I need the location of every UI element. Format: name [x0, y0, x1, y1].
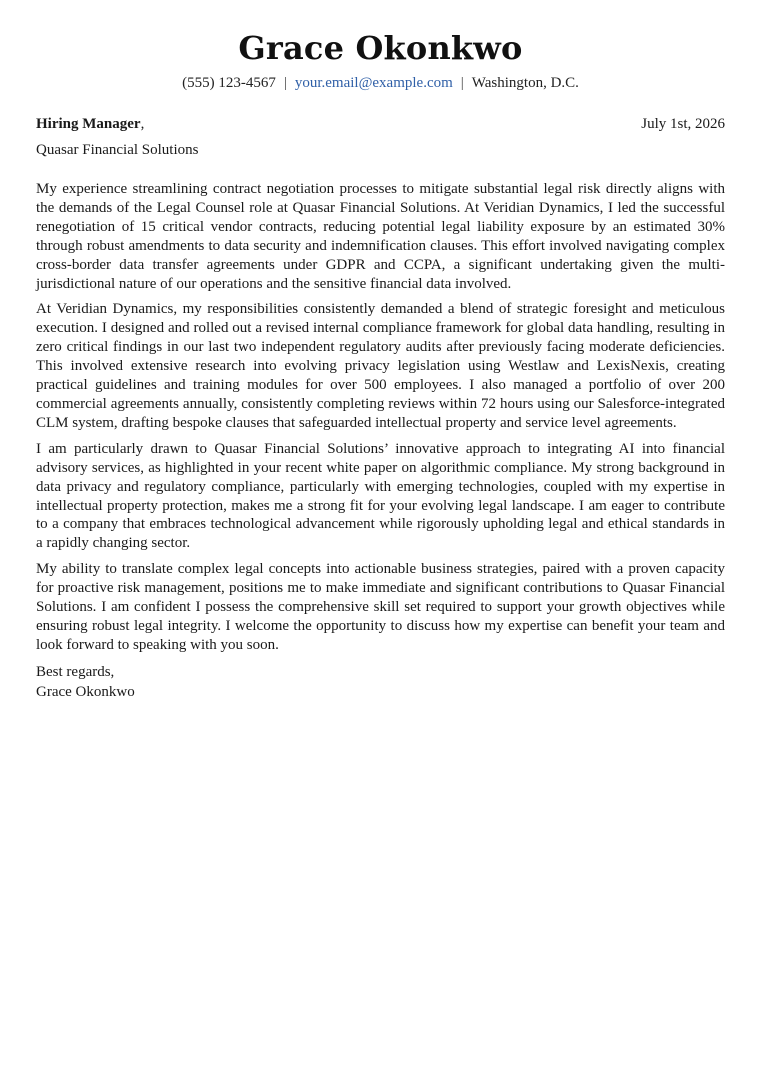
signature-name: Grace Okonkwo	[36, 683, 135, 700]
letter-body	[36, 180, 725, 702]
salutation	[36, 114, 144, 134]
email-link[interactable]: your.email@example.com	[294, 75, 453, 91]
phone-number: (555) 123-4567	[182, 75, 276, 91]
contact-separator: |	[283, 75, 287, 91]
recipient-title: Hiring Manager	[36, 116, 141, 132]
letter-date: July 1st, 2026	[641, 116, 725, 132]
recipient-row	[36, 114, 725, 134]
location: Washington, D.C.	[471, 75, 579, 91]
closing-block	[36, 662, 725, 702]
recipient-company: Quasar Financial Solutions	[36, 142, 199, 158]
body-paragraph: My ability to translate complex legal concepts into actionable business strategies, paired with a proven capacity for proactive risk management, positions me to make immediate and significant contributions to Quasar Financial Solutions. I am confident I possess the comprehensive skill set required to support your growth objectives while ensuring robust legal integrity. I welcome the opportunity to discuss how my expertise can benefit your team and look forward to speaking with you soon.	[36, 561, 725, 653]
body-paragraph: At Veridian Dynamics, my responsibilities consistently demanded a blend of strategic foresight and meticulous execution. I designed and rolled out a revised internal compliance framework for global data handling, resulting in zero critical findings in our last two independent regulatory audits after previously facing moderate deficiencies. This involved extensive research into evolving privacy legislation using Westlaw and LexisNexis, creating practical guidelines and training modules for over 500 employees. I also managed a portfolio of over 200 commercial agreements annually, consistently completing reviews within 72 hours using our Salesforce-integrated CLM system, drafting bespoke clauses that safeguarded intellectual property and service level agreements.	[36, 301, 725, 431]
sign-off: Best regards,	[36, 663, 115, 680]
body-paragraph: My experience streamlining contract negotiation processes to mitigate substantial legal risk directly aligns with the demands of the Legal Counsel role at Quasar Financial Solutions. At Veridian Dynamics, I led the successful renegotiation of 15 critical vendor contracts, reducing potential legal liability exposure by an estimated 30% through robust amendments to data security and indemnification clauses. This effort involved navigating complex cross-border data transfer agreements under GDPR and CCPA, a significant undertaking given the multi-jurisdictional nature of our operations and the sensitive financial data involved.	[36, 181, 725, 292]
body-paragraph: I am particularly drawn to Quasar Financial Solutions’ innovative approach to integrating AI into financial advisory services, as highlighted in your recent white paper on algorithmic compliance. My strong background in data privacy and regulatory compliance, particularly with emerging technologies, coupled with my expertise in intellectual property protection, makes me a strong fit for your evolving legal landscape. I am eager to contribute to a company that embraces technological advancement while rigorously upholding legal and ethical standards in a rapidly changing sector.	[36, 440, 725, 552]
contact-line	[36, 73, 725, 93]
applicant-name: Grace Okonkwo	[238, 29, 523, 67]
salutation-punctuation: ,	[140, 116, 145, 132]
contact-separator: |	[460, 75, 464, 91]
